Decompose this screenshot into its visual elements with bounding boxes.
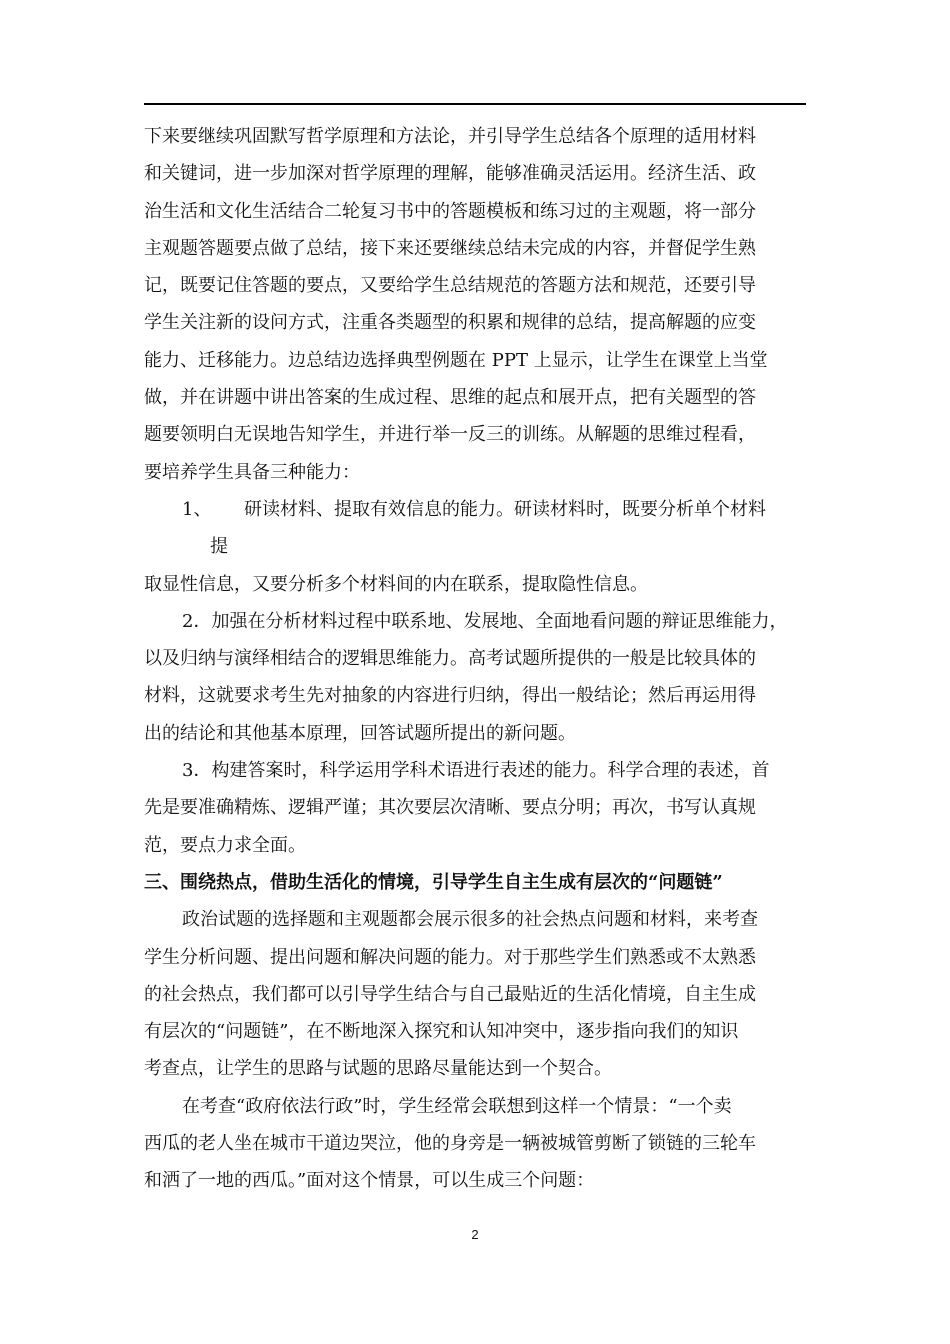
text-line: 3．构建答案时，科学运用学科术语进行表述的能力。科学合理的表述，首	[182, 760, 770, 782]
text-line: 先是要准确精炼、逻辑严谨；其次要层次清晰、要点分明；再次，书写认真规	[144, 797, 756, 819]
text-line: 下来要继续巩固默写哲学原理和方法论，并引导学生总结各个原理的适用材料	[144, 126, 756, 147]
body-text	[144, 118, 806, 1200]
text-line: 西瓜的老人坐在城市干道边哭泣，他的身旁是一辆被城管剪断了锁链的三轮车	[144, 1133, 756, 1155]
section-heading: 三、围绕热点，借助生活化的情境，引导学生自主生成有层次的“问题链”	[144, 871, 723, 893]
text-line: 学生关注新的设问方式，注重各类题型的积累和规律的总结，提高解题的应变	[144, 312, 756, 334]
text-line: 以及归纳与演绎相结合的逻辑思维能力。高考试题所提供的一般是比较具体的	[144, 648, 756, 670]
text-line: 2．加强在分析材料过程中联系地、发展地、全面地看问题的辩证思维能力，	[182, 610, 788, 632]
text-line: 材料，这就要求考生先对抽象的内容进行归纳，得出一般结论；然后再运用得	[144, 685, 756, 707]
header-rule	[144, 103, 806, 105]
text-line: 取显性信息，又要分析多个材料间的内在联系，提取隐性信息。	[144, 573, 648, 595]
text-line: 题要领明白无误地告知学生，并进行举一反三的训练。从解题的思维过程看，	[144, 424, 756, 446]
list-item-text: 研读材料、提取有效信息的能力。研读材料时，既要分析单个材料	[244, 498, 766, 520]
text-line: 考查点，让学生的思路与试题的思路尽量能达到一个契合。	[144, 1058, 612, 1080]
text-line: 有层次的“问题链”，在不断地深入探究和认知冲突中，逐步指向我们的知识	[144, 1021, 739, 1043]
text-line: 出的结论和其他基本原理，回答试题所提出的新问题。	[144, 722, 576, 744]
text-line: 在考查“政府依法行政”时，学生经常会联想到这样一个情景：“一个卖	[182, 1095, 732, 1117]
text-line: 能力、迁移能力。边总结边选择典型例题在 PPT 上显示，让学生在课堂上当堂	[144, 349, 768, 371]
text-line: 政治试题的选择题和主观题都会展示很多的社会热点问题和材料，来考查	[182, 909, 758, 931]
text-line: 范，要点力求全面。	[144, 834, 306, 856]
list-item-1	[144, 491, 806, 528]
text-line: 治生活和文化生活结合二轮复习书中的答题模板和练习过的主观题，将一部分	[144, 200, 756, 222]
text-line: 要培养学生具备三种能力：	[144, 461, 360, 483]
text-line: 做，并在讲题中讲出答案的生成过程、思维的起点和展开点，把有关题型的答	[144, 387, 756, 409]
text-line: 和洒了一地的西瓜。”面对这个情景，可以生成三个问题：	[144, 1170, 595, 1192]
text-line: 主观题答题要点做了总结，接下来还要继续总结未完成的内容，并督促学生熟	[144, 237, 756, 259]
text-line: 记，既要记住答题的要点，又要给学生总结规范的答题方法和规范，还要引导	[144, 275, 756, 297]
page-number: 2	[471, 1227, 479, 1242]
text-line: 和关键词，进一步加深对哲学原理的理解，能够准确灵活运用。经济生活、政	[144, 163, 756, 185]
text-line: 提	[210, 536, 228, 558]
text-line: 学生分析问题、提出问题和解决问题的能力。对于那些学生们熟悉或不太熟悉	[144, 946, 756, 968]
list-item-number: 1、	[182, 498, 212, 520]
text-line: 的社会热点，我们都可以引导学生结合与自己最贴近的生活化情境，自主生成	[144, 983, 756, 1005]
